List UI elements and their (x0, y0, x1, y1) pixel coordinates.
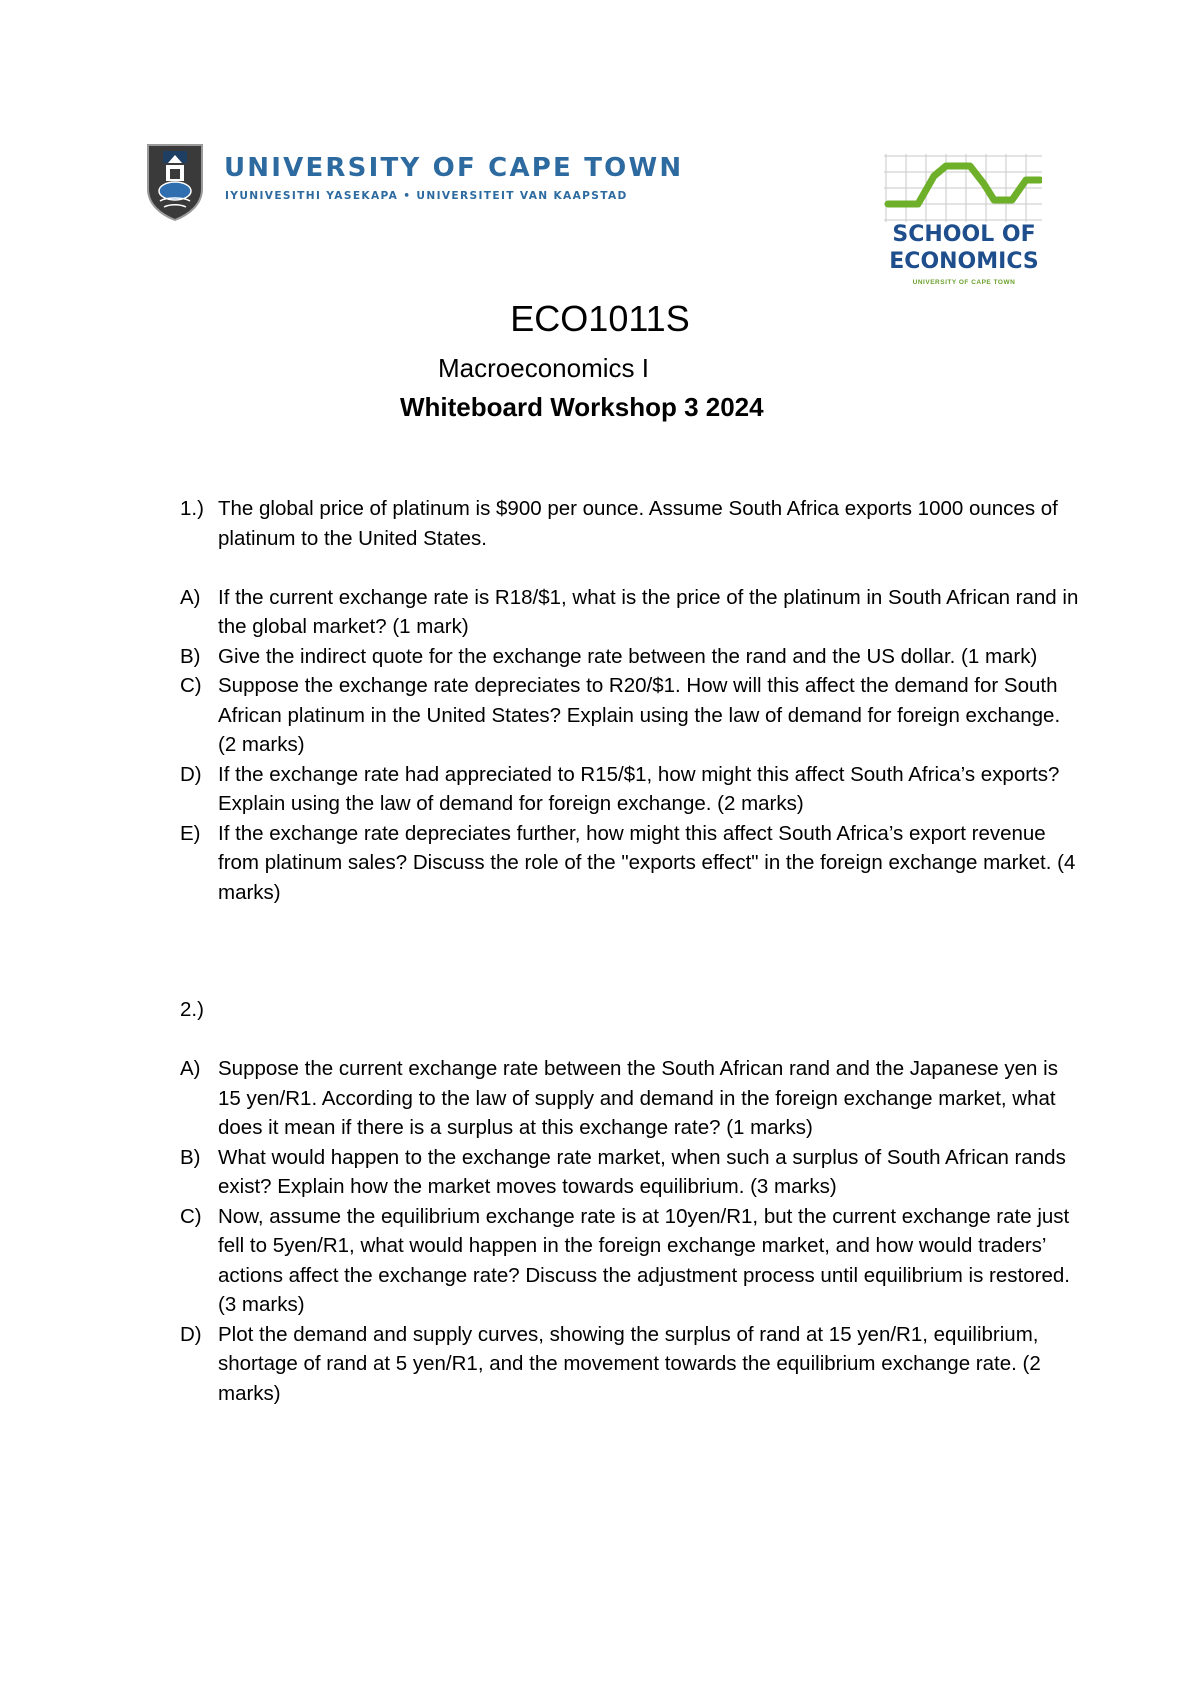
soe-name-line1: SCHOOL OF (892, 222, 1036, 247)
part-text: If the current exchange rate is R18/$1, what is the price of the platinum in South African rand in the global market? (1 mark) (218, 585, 1079, 638)
question-2-part-a (180, 1054, 1080, 1143)
part-label: A) (180, 585, 201, 609)
question-number: 1.) (180, 497, 204, 520)
part-text: What would happen to the exchange rate market, when such a surplus of South African rands exist? Explain how the market moves towards equilibrium. (3 marks) (218, 1145, 1066, 1198)
workshop-title: Whiteboard Workshop 3 2024 (400, 392, 764, 422)
uct-shield-icon (146, 143, 204, 221)
questions (180, 494, 1080, 1408)
question-text: The global price of platinum is $900 per ounce. Assume South Africa exports 1000 ounces of platinum to the United States. (218, 497, 1058, 550)
part-text: Suppose the current exchange rate between the South African rand and the Japanese yen is 15 yen/R1. According to the law of supply and demand in the foreign exchange market, what does it mean if there is a surplus at this exchange rate? (1 marks) (218, 1057, 1058, 1139)
part-text: If the exchange rate depreciates further, how might this affect South Africa’s export revenue from platinum sales? Discuss the role of the "exports effect" in the foreign exchange market. (4 marks) (218, 821, 1076, 904)
part-label: C) (180, 674, 202, 697)
part-text: Plot the demand and supply curves, showing the surplus of rand at 15 yen/R1, equilibrium, shortage of rand at 5 yen/R1, and the movement towards the equilibrium exchange rate. (2 marks) (218, 1322, 1041, 1405)
question-1-part-e (180, 819, 1080, 908)
question-1-intro (180, 494, 1080, 553)
soe-university-line: UNIVERSITY OF CAPE TOWN (912, 279, 1016, 286)
question-1-part-b (180, 642, 1080, 672)
part-label: B) (180, 1145, 201, 1169)
part-text: Give the indirect quote for the exchange rate between the rand and the US dollar. (1 mark) (218, 644, 1038, 668)
part-label: D) (180, 1322, 202, 1346)
part-label: A) (180, 1057, 201, 1080)
question-1-part-c (180, 671, 1080, 760)
part-label: C) (180, 1204, 202, 1228)
uct-name: UNIVERSITY OF CAPE TOWN (224, 153, 684, 183)
uct-subtitle: IYUNIVESITHI YASEKAPA • UNIVERSITEIT VAN KAAPSTAD (225, 190, 628, 202)
soe-name-line2: ECONOMICS (889, 249, 1039, 274)
part-text: Now, assume the equilibrium exchange rate is at 10yen/R1, but the current exchange rate just fell to 5yen/R1, what would happen in the foreign exchange market, and how would traders’ actions affect the exchange rate? Discuss the adjustment process until equilibrium is restored. (3 marks) (218, 1204, 1070, 1316)
question-1-part-d (180, 760, 1080, 819)
part-text: If the exchange rate had appreciated to R15/$1, how might this affect South Africa’s exports? Explain using the law of demand for foreign exchange. (2 marks) (218, 762, 1060, 815)
part-label: B) (180, 644, 201, 668)
question-1-part-a (180, 583, 1080, 642)
question-number: 2.) (180, 998, 204, 1021)
question-2-part-b (180, 1143, 1080, 1202)
course-code: ECO1011S (510, 298, 690, 339)
question-2-intro (180, 995, 1080, 1025)
part-label: D) (180, 762, 202, 786)
question-2-part-d (180, 1320, 1080, 1409)
part-text: Suppose the exchange rate depreciates to R20/$1. How will this affect the demand for South African platinum in the United States? Explain using the law of demand for foreign exchange. (2 marks) (218, 674, 1061, 756)
uct-logo (146, 143, 684, 223)
economics-graph-icon (884, 154, 1042, 222)
course-title: Macroeconomics I (438, 353, 649, 383)
question-2-part-c (180, 1202, 1080, 1320)
school-of-economics-logo (876, 154, 1052, 288)
part-label: E) (180, 821, 201, 845)
